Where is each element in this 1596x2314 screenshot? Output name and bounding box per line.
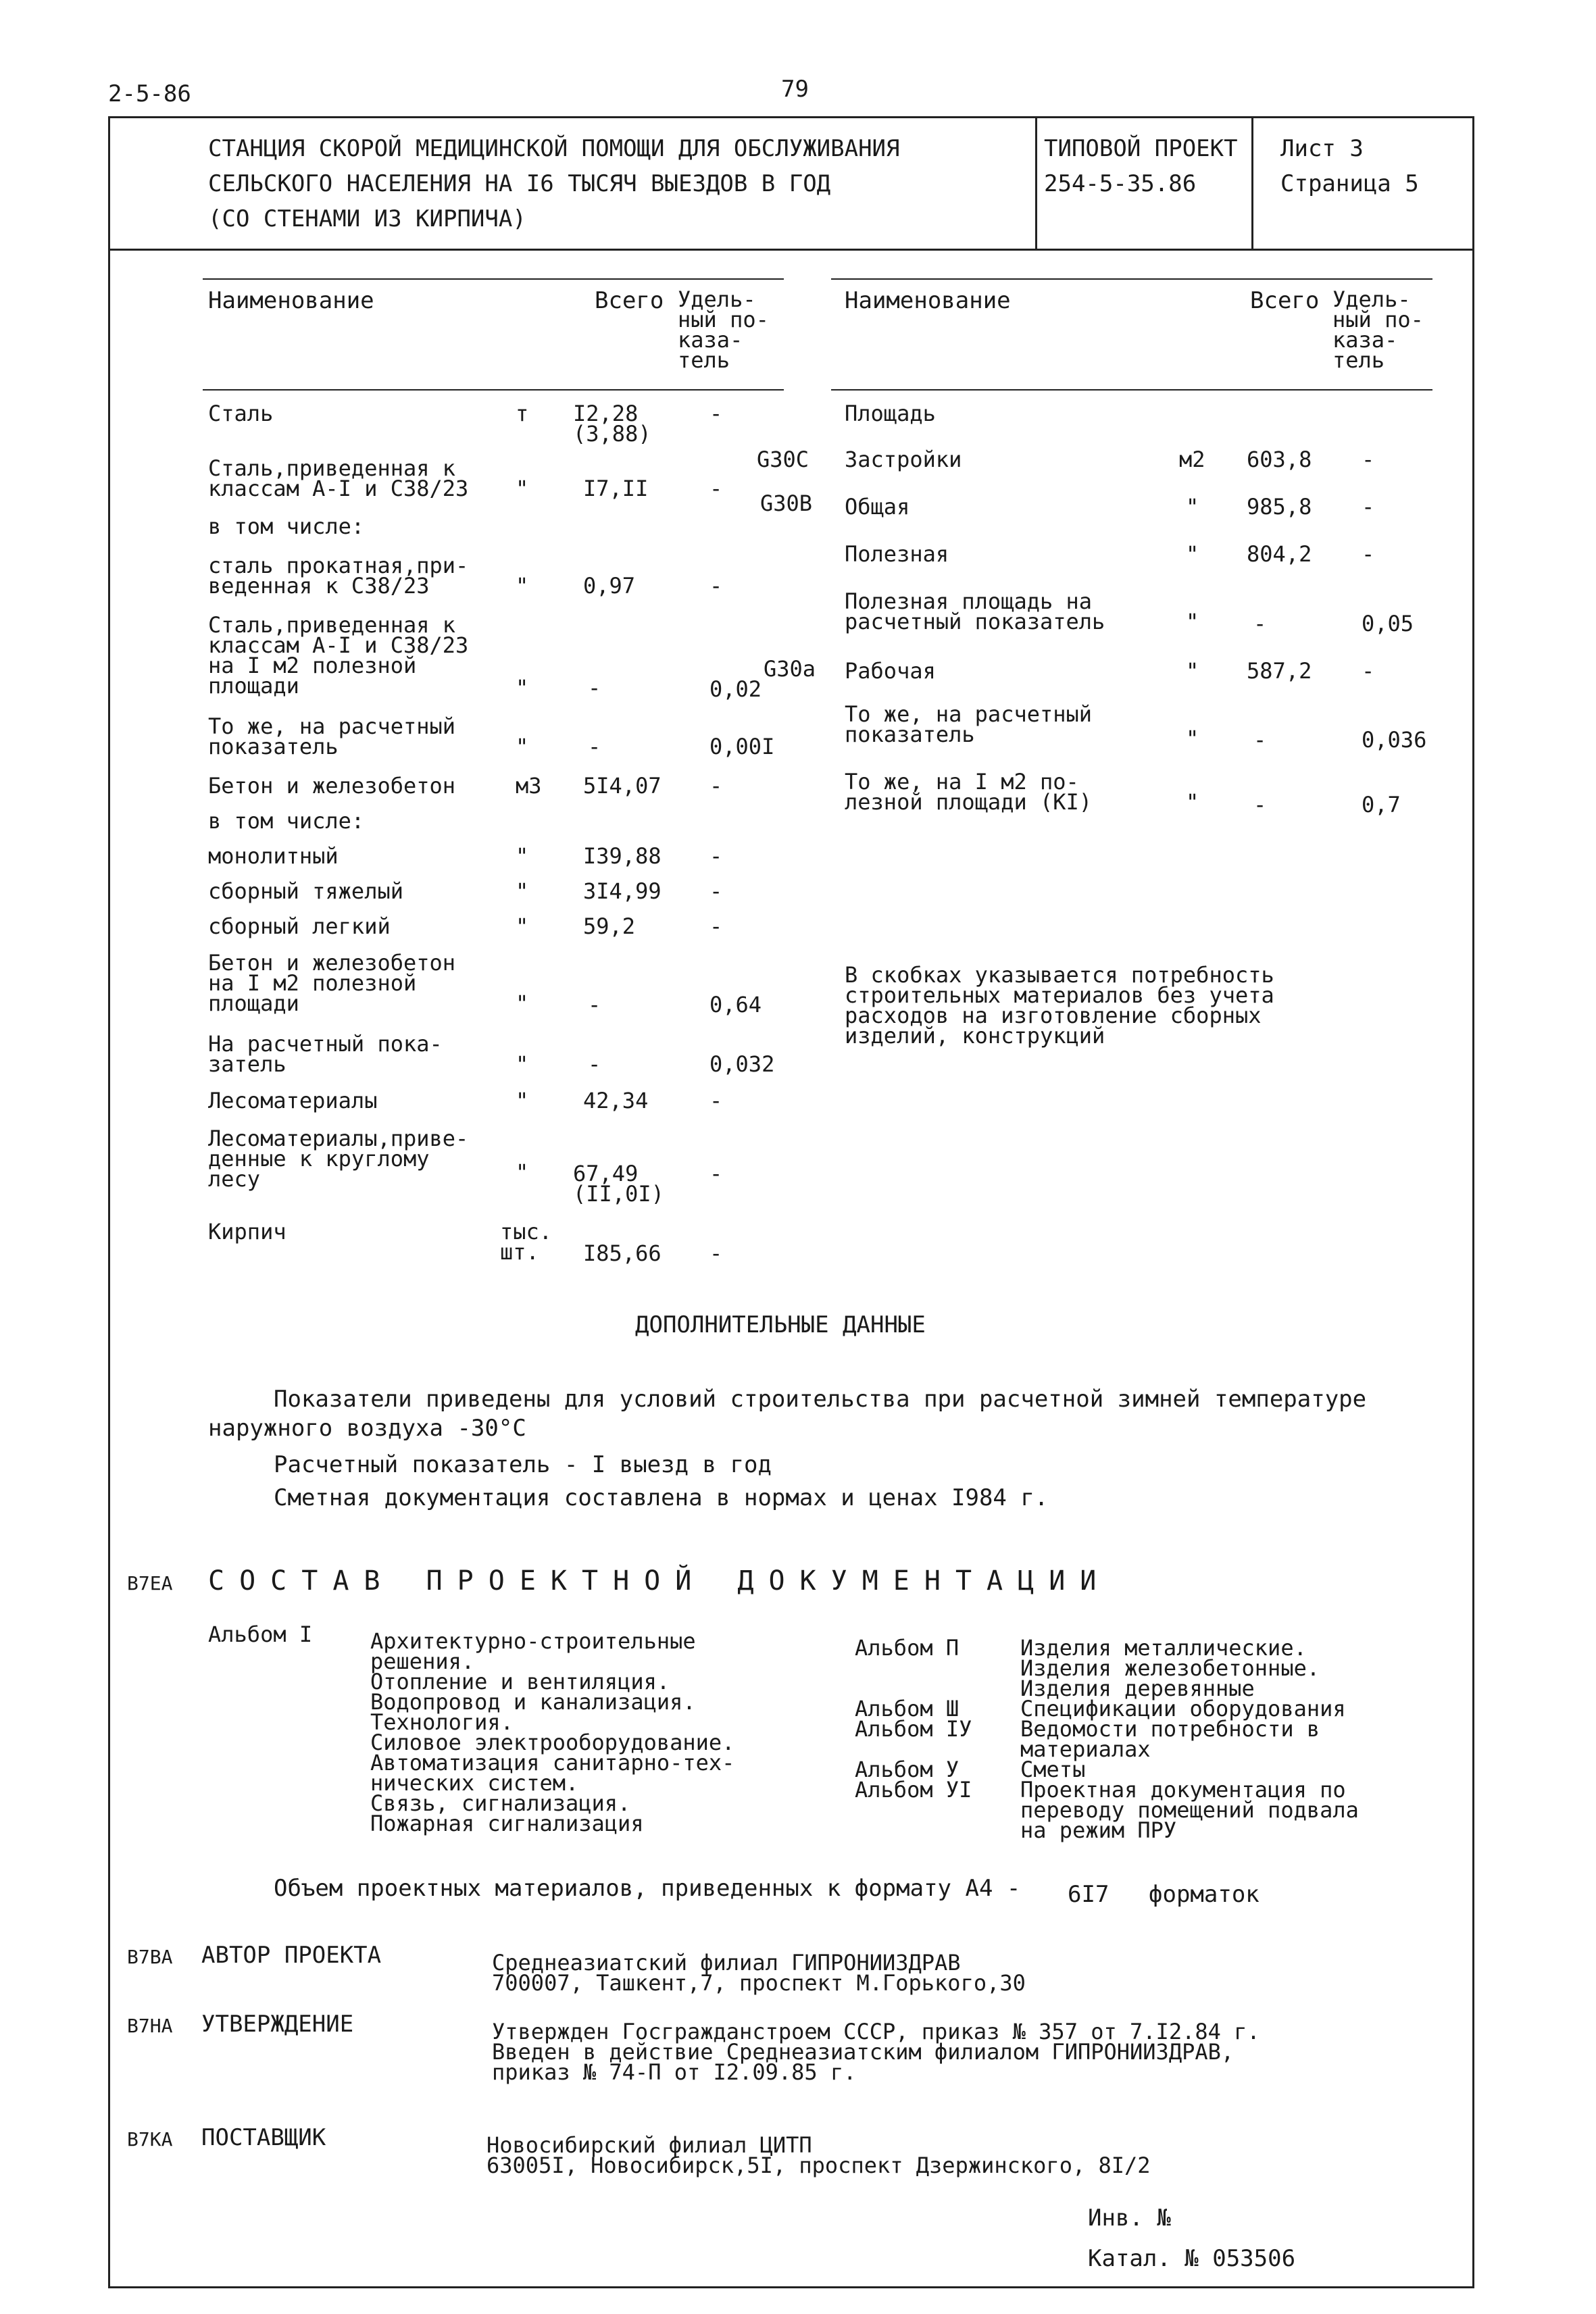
right-row-total: 603,8	[1247, 447, 1312, 472]
author-code: В7ВА	[127, 1946, 173, 1968]
right-row-spec: -	[1362, 447, 1375, 472]
left-row-name: Лесоматериалы,приве- денные к круглому лесу	[208, 1126, 469, 1192]
project-label: ТИПОВОЙ ПРОЕКТ	[1044, 135, 1238, 162]
page-ref: Страница 5	[1280, 170, 1419, 197]
left-row-total: 59,2	[583, 913, 636, 939]
approval-code: В7НА	[127, 2015, 173, 2037]
left-row-spec: -	[709, 401, 723, 426]
right-row-name: Застройки	[845, 447, 962, 472]
left-row-name: Сталь,приведенная к классам А-I и С38/23 на I м2 полезной площади	[208, 612, 469, 699]
volume-unit: форматок	[1149, 1881, 1260, 1908]
right-row-unit: "	[1186, 494, 1199, 520]
left-row-total: 42,34	[583, 1088, 649, 1113]
author-label: АВТОР ПРОЕКТА	[201, 1942, 382, 1969]
author-text: Среднеазиатский филиал ГИПРОНИИЗДРАВ 700007, Ташкент,7, проспект М.Горького,30	[492, 1950, 1026, 1996]
right-row-total: -	[1253, 611, 1267, 636]
right-table-top-rule	[831, 278, 1432, 280]
left-row-spec: -	[709, 573, 723, 599]
right-row-spec: -	[1362, 494, 1375, 520]
right-row-name: Общая	[845, 494, 910, 520]
left-row-total: 3I4,99	[583, 878, 662, 904]
right-row-name: Площадь	[845, 401, 936, 426]
composition-code: В7ЕА	[127, 1572, 173, 1594]
left-row-total: 0,97	[583, 573, 636, 599]
left-row-total: I7,II	[583, 476, 649, 501]
left-row-name: Бетон и железобетон	[208, 773, 456, 799]
left-row-name: сталь прокатная,при- веденная к С38/23	[208, 553, 469, 599]
right-header-specific: Удель- ный по- каза- тель	[1332, 286, 1424, 373]
album-1-items: Архитектурно-строительные решения. Отопление и вентиляция. Водопровод и канализация. Технология. Силовое электрооборудование. Автоматизация санитарно-тех- нических систем. Связь, сигнализация. Пожарная сигнализация	[370, 1628, 735, 1836]
left-row-unit: "	[516, 573, 529, 599]
right-row-spec: 0,7	[1362, 792, 1401, 818]
right-row-unit: "	[1186, 789, 1199, 815]
right-header-name: Наименование	[845, 287, 1011, 314]
title-line-1: СТАНЦИЯ СКОРОЙ МЕДИЦИНСКОЙ ПОМОЩИ ДЛЯ ОБСЛУЖИВАНИЯ	[208, 135, 900, 162]
right-row-spec: -	[1362, 541, 1375, 567]
left-row-spec: -	[709, 913, 723, 939]
project-number: 254-5-35.86	[1044, 170, 1197, 197]
right-table-head-rule	[831, 389, 1432, 391]
left-row-code: G30B	[760, 491, 813, 516]
left-row-total: I85,66	[583, 1240, 662, 1266]
additional-line-2: Расчетный показатель - I выезд в год	[274, 1451, 772, 1478]
left-row-spec: -	[709, 1240, 723, 1266]
left-row-spec: 0,02	[709, 676, 762, 702]
album-1-label: Альбом I	[208, 1621, 313, 1647]
left-row-unit: "	[516, 1159, 529, 1185]
left-header-name: Наименование	[208, 287, 374, 314]
supplier-code: В7КА	[127, 2128, 173, 2150]
left-row-unit: т	[516, 401, 529, 426]
left-table-top-rule	[203, 278, 784, 280]
left-row-total: -	[588, 1051, 601, 1077]
right-header-total: Всего	[1250, 287, 1320, 314]
right-row-unit: м2	[1179, 447, 1205, 472]
left-row-total: 5I4,07	[583, 773, 662, 799]
right-row-name: То же, на I м2 по- лезной площади (КI)	[845, 769, 1093, 815]
right-row-total: -	[1253, 727, 1267, 753]
left-table-head-rule	[203, 389, 784, 391]
left-row-unit: м3	[516, 773, 542, 799]
composition-title: СОСТАВ ПРОЕКТНОЙ ДОКУМЕНТАЦИИ	[208, 1565, 1112, 1596]
left-header-total: Всего	[595, 287, 664, 314]
left-row-total: -	[588, 734, 601, 759]
volume-value: 6I7	[1068, 1881, 1109, 1908]
additional-data-title: ДОПОЛНИТЕЛЬНЫЕ ДАННЫЕ	[635, 1311, 926, 1338]
left-row-spec: -	[709, 1161, 723, 1186]
left-row-unit: тыс. шт.	[500, 1219, 553, 1265]
left-row-total: -	[588, 992, 601, 1017]
right-row-spec: 0,036	[1362, 727, 1427, 753]
left-row-total: I39,88	[583, 843, 662, 869]
inventory-number: Инв. №	[1088, 2205, 1171, 2232]
right-row-unit: "	[1186, 726, 1199, 751]
supplier-text: Новосибирский филиал ЦИТП 63005I, Новосибирск,5I, проспект Дзержинского, 8I/2	[487, 2132, 1151, 2178]
title-line-2: СЕЛЬСКОГО НАСЕЛЕНИЯ НА I6 ТЫСЯЧ ВЫЕЗДОВ В ГОД	[208, 170, 831, 197]
right-row-name: Полезная	[845, 541, 949, 567]
left-row-name: Бетон и железобетон на I м2 полезной площади	[208, 950, 456, 1016]
additional-line-1a: Показатели приведены для условий строительства при расчетной зимней температуре	[274, 1386, 1367, 1413]
right-row-spec: -	[1362, 658, 1375, 684]
album-items: Изделия металлические. Изделия железобетонные. Изделия деревянные Спецификации оборудования Ведомости потребности в материалах Сметы Проектная документация по переводу помещений подвала на режим ПРУ	[1020, 1635, 1359, 1843]
left-row-total: -	[588, 675, 601, 701]
right-row-unit: "	[1186, 658, 1199, 684]
additional-line-3: Сметная документация составлена в нормах и ценах I984 г.	[274, 1484, 1049, 1511]
right-row-total: 587,2	[1247, 658, 1312, 684]
left-row-total: 67,49 (II,0I)	[573, 1161, 664, 1207]
title-line-3: (СО СТЕНАМИ ИЗ КИРПИЧА)	[208, 205, 526, 232]
right-row-total: 804,2	[1247, 541, 1312, 567]
left-row-name: Сталь	[208, 401, 274, 426]
right-row-name: Рабочая	[845, 658, 936, 684]
sheet-number: Лист 3	[1280, 135, 1364, 162]
approval-text: Утвержден Госгражданстроем СССР, приказ № 357 от 7.I2.84 г. Введен в действие Среднеазиатским филиалом ГИПРОНИИЗДРАВ, приказ № 74-П от I2.09.85 г.	[492, 2019, 1260, 2085]
left-row-unit: "	[516, 990, 529, 1016]
left-row-spec: -	[709, 878, 723, 904]
left-row-unit: "	[516, 1051, 529, 1077]
right-row-name: Полезная площадь на расчетный показатель	[845, 588, 1105, 634]
left-row-name: Лесоматериалы	[208, 1088, 378, 1113]
left-row-name: в том числе:	[208, 513, 365, 539]
header-divider	[108, 249, 1474, 251]
right-row-name: То же, на расчетный показатель	[845, 701, 1093, 747]
left-row-spec: 0,00I	[709, 734, 775, 759]
right-row-unit: "	[1186, 541, 1199, 567]
left-row-name: монолитный	[208, 843, 339, 869]
left-row-name: сборный тяжелый	[208, 878, 403, 904]
left-row-unit: "	[516, 734, 529, 759]
left-row-code: G30C	[757, 447, 809, 472]
left-row-spec: -	[709, 1088, 723, 1113]
approval-label: УТВЕРЖДЕНИЕ	[201, 2011, 354, 2038]
right-row-total: -	[1253, 792, 1267, 818]
left-row-spec: -	[709, 773, 723, 799]
left-row-name: На расчетный пока- затель	[208, 1031, 443, 1077]
volume-label: Объем проектных материалов, приведенных к формату А4 -	[274, 1875, 1021, 1902]
left-row-unit: "	[516, 913, 529, 939]
left-row-unit: "	[516, 675, 529, 701]
left-row-spec: 0,032	[709, 1051, 775, 1077]
left-row-name: в том числе:	[208, 808, 365, 834]
left-row-unit: "	[516, 878, 529, 904]
left-row-spec: -	[709, 476, 723, 501]
right-row-unit: "	[1186, 609, 1199, 634]
left-row-spec: 0,64	[709, 992, 762, 1017]
header-col-divider-2	[1251, 116, 1253, 249]
additional-line-1b: наружного воздуха -30°С	[208, 1415, 526, 1442]
materials-note: В скобках указывается потребность строительных материалов без учета расходов на изготовление сборных изделий, конструкций	[845, 962, 1274, 1049]
left-row-name: сборный легкий	[208, 913, 391, 939]
left-row-name: Кирпич	[208, 1219, 286, 1244]
left-row-total: I2,28 (3,88)	[573, 401, 651, 447]
left-row-name: То же, на расчетный показатель	[208, 713, 456, 759]
left-row-name: Сталь,приведенная к классам А-I и С38/23	[208, 455, 469, 501]
left-row-unit: "	[516, 476, 529, 501]
page-number: 79	[781, 76, 809, 103]
left-header-specific: Удель- ный по- каза- тель	[678, 286, 769, 373]
left-row-spec: -	[709, 843, 723, 869]
document-code: 2-5-86	[108, 80, 191, 107]
album-labels: Альбом П Альбом Ш Альбом IУ Альбом У Альбом УI	[855, 1635, 972, 1803]
right-row-total: 985,8	[1247, 494, 1312, 520]
left-row-code: G30a	[764, 656, 816, 682]
header-col-divider-1	[1035, 116, 1037, 249]
left-row-unit: "	[516, 843, 529, 869]
right-row-spec: 0,05	[1362, 611, 1414, 636]
left-row-unit: "	[516, 1088, 529, 1113]
catalog-number: Катал. № 053506	[1088, 2245, 1296, 2272]
supplier-label: ПОСТАВЩИК	[201, 2124, 326, 2151]
